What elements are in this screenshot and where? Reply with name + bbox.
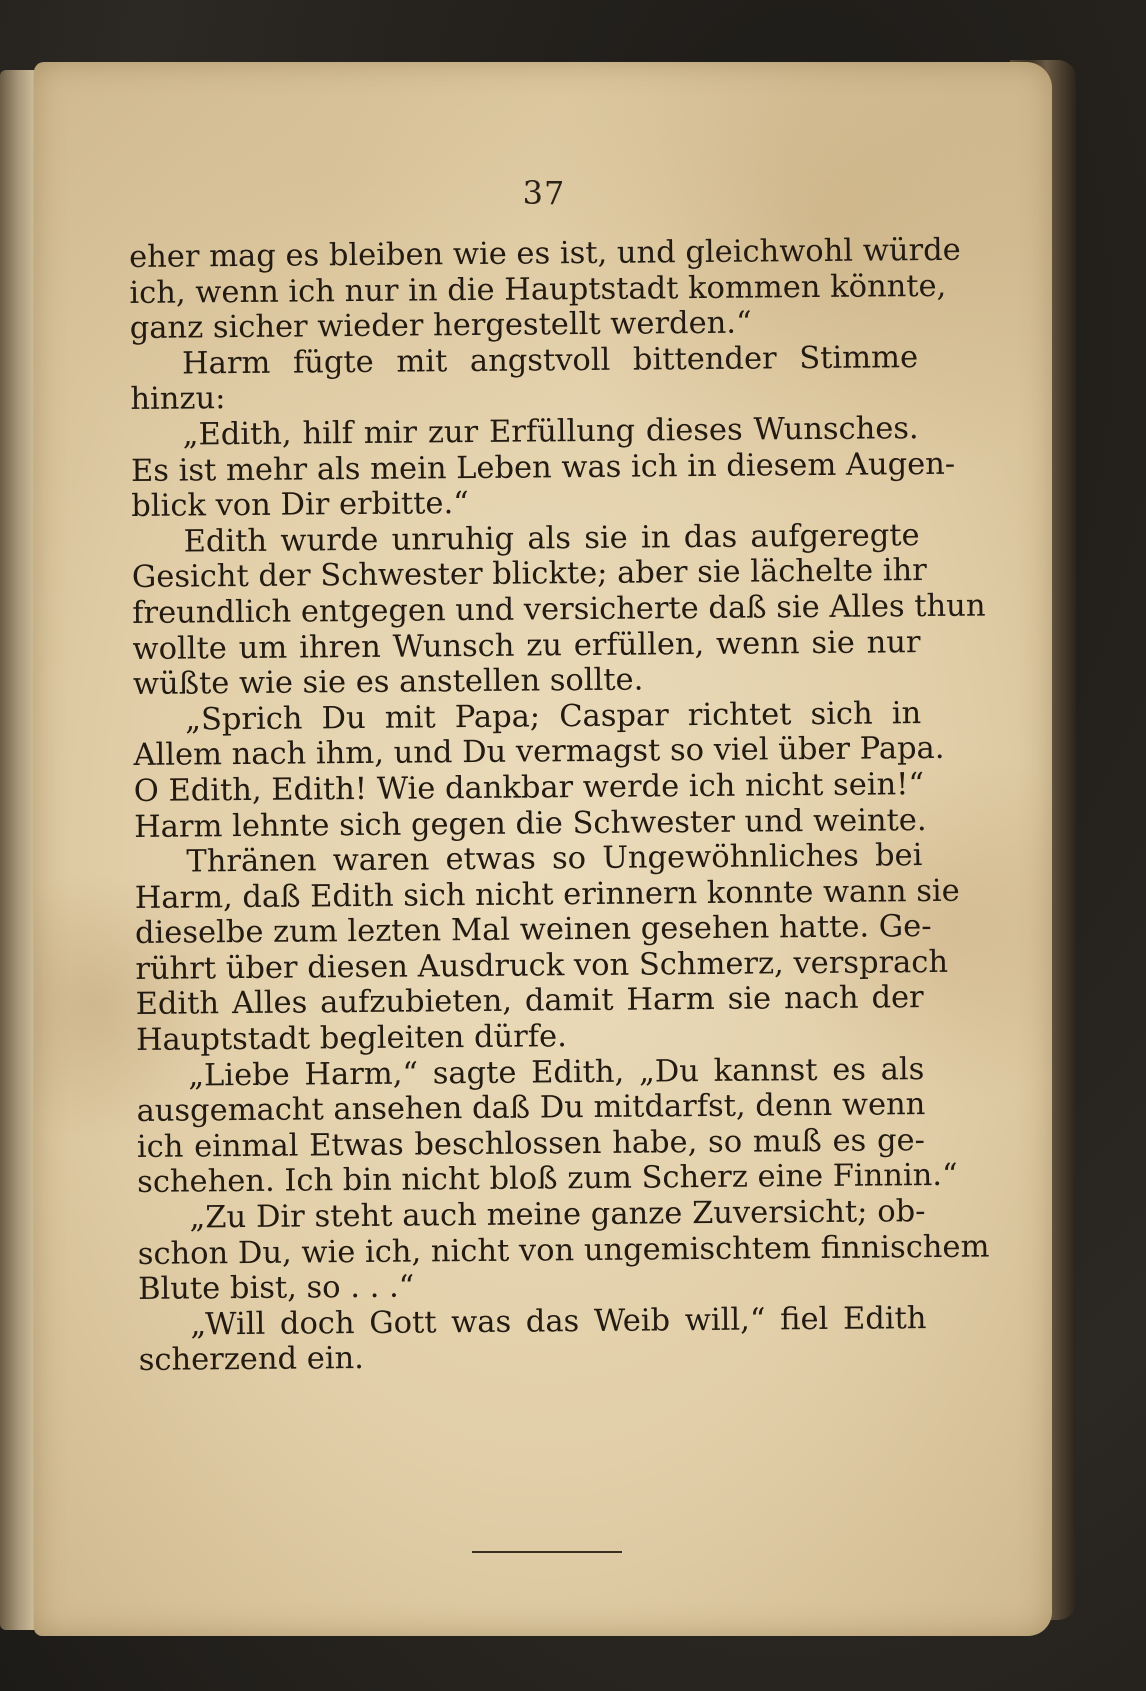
section-end-rule: [472, 1551, 622, 1553]
body-text: [129, 232, 990, 1379]
page-number: 37: [522, 174, 566, 212]
text-line: Edith Alles aufzubieten, damit Harm sie nach der: [135, 980, 924, 1023]
text-line: „Liebe Harm,“ sagte Edith, „Du kannst es als: [188, 1051, 925, 1094]
text-line: schehen. Ich bin nicht bloß zum Scherz eine Finnin.“: [137, 1158, 958, 1201]
text-line: Harm, daß Edith sich nicht erinnern konnte wann sie: [134, 873, 960, 916]
text-line: „Zu Dir steht auch meine ganze Zuversicht; ob-: [189, 1194, 926, 1236]
text-line: ich, wenn ich nur in die Hauptstadt kommen könnte,: [129, 268, 947, 311]
text-line: „Will doch Gott was das Weib will,“ fiel Edith: [190, 1300, 927, 1343]
text-line: rührt über diesen Ausdruck von Schmerz, versprach: [135, 944, 949, 987]
text-line: Blute bist, so . . .“: [138, 1269, 415, 1308]
text-line: freundlich entgegen und versicherte daß sie Alles thun: [132, 588, 986, 631]
book-page: [34, 62, 1052, 1636]
text-line: wollte um ihren Wunsch zu erfüllen, wenn sie nur: [132, 624, 921, 667]
text-line: Allem nach ihm, und Du vermagst so viel über Papa.: [133, 731, 945, 774]
text-line: Thränen waren etwas so Ungewöhnliches bei: [186, 838, 923, 880]
text-line: „Edith, hilf mir zur Erfüllung dieses Wunsches.: [182, 411, 919, 453]
text-line: wüßte wie sie es anstellen sollte.: [132, 662, 644, 703]
text-line: ich einmal Etwas beschlossen habe, so muß es ge-: [136, 1122, 926, 1165]
text-line: dieselbe zum lezten Mal weinen gesehen hatte. Ge-: [134, 909, 932, 952]
text-line: Hauptstadt begleiten dürfe.: [135, 1019, 567, 1059]
text-line: „Sprich Du mit Papa; Caspar richtet sich in: [185, 695, 922, 738]
text-line: Edith wurde unruhig als sie in das aufgeregte: [183, 517, 920, 560]
text-line: O Edith, Edith! Wie dankbar werde ich nicht sein!“: [133, 766, 925, 809]
text-line: Es ist mehr als mein Leben was ich in diesem Augen-: [130, 446, 956, 489]
text-line: eher mag es bleiben wie es ist, und gleichwohl würde: [129, 232, 961, 275]
text-line: schon Du, wie ich, nicht von ungemischtem finnischem: [137, 1229, 990, 1272]
text-line: scherzend ein.: [138, 1341, 365, 1379]
text-line: Gesicht der Schwester blickte; aber sie lächelte ihr: [131, 553, 927, 596]
text-line: ganz sicher wieder hergestellt werden.“: [129, 305, 752, 347]
text-line: ausgemacht ansehen daß Du mitdarfst, denn wenn: [136, 1087, 926, 1130]
text-line: Harm fügte mit angstvoll bittender Stimme: [181, 339, 919, 382]
text-line: blick von Dir erbitte.“: [131, 486, 469, 525]
text-line: Harm lehnte sich gegen die Schwester und weinte.: [133, 802, 927, 845]
text-line: hinzu:: [130, 381, 226, 418]
